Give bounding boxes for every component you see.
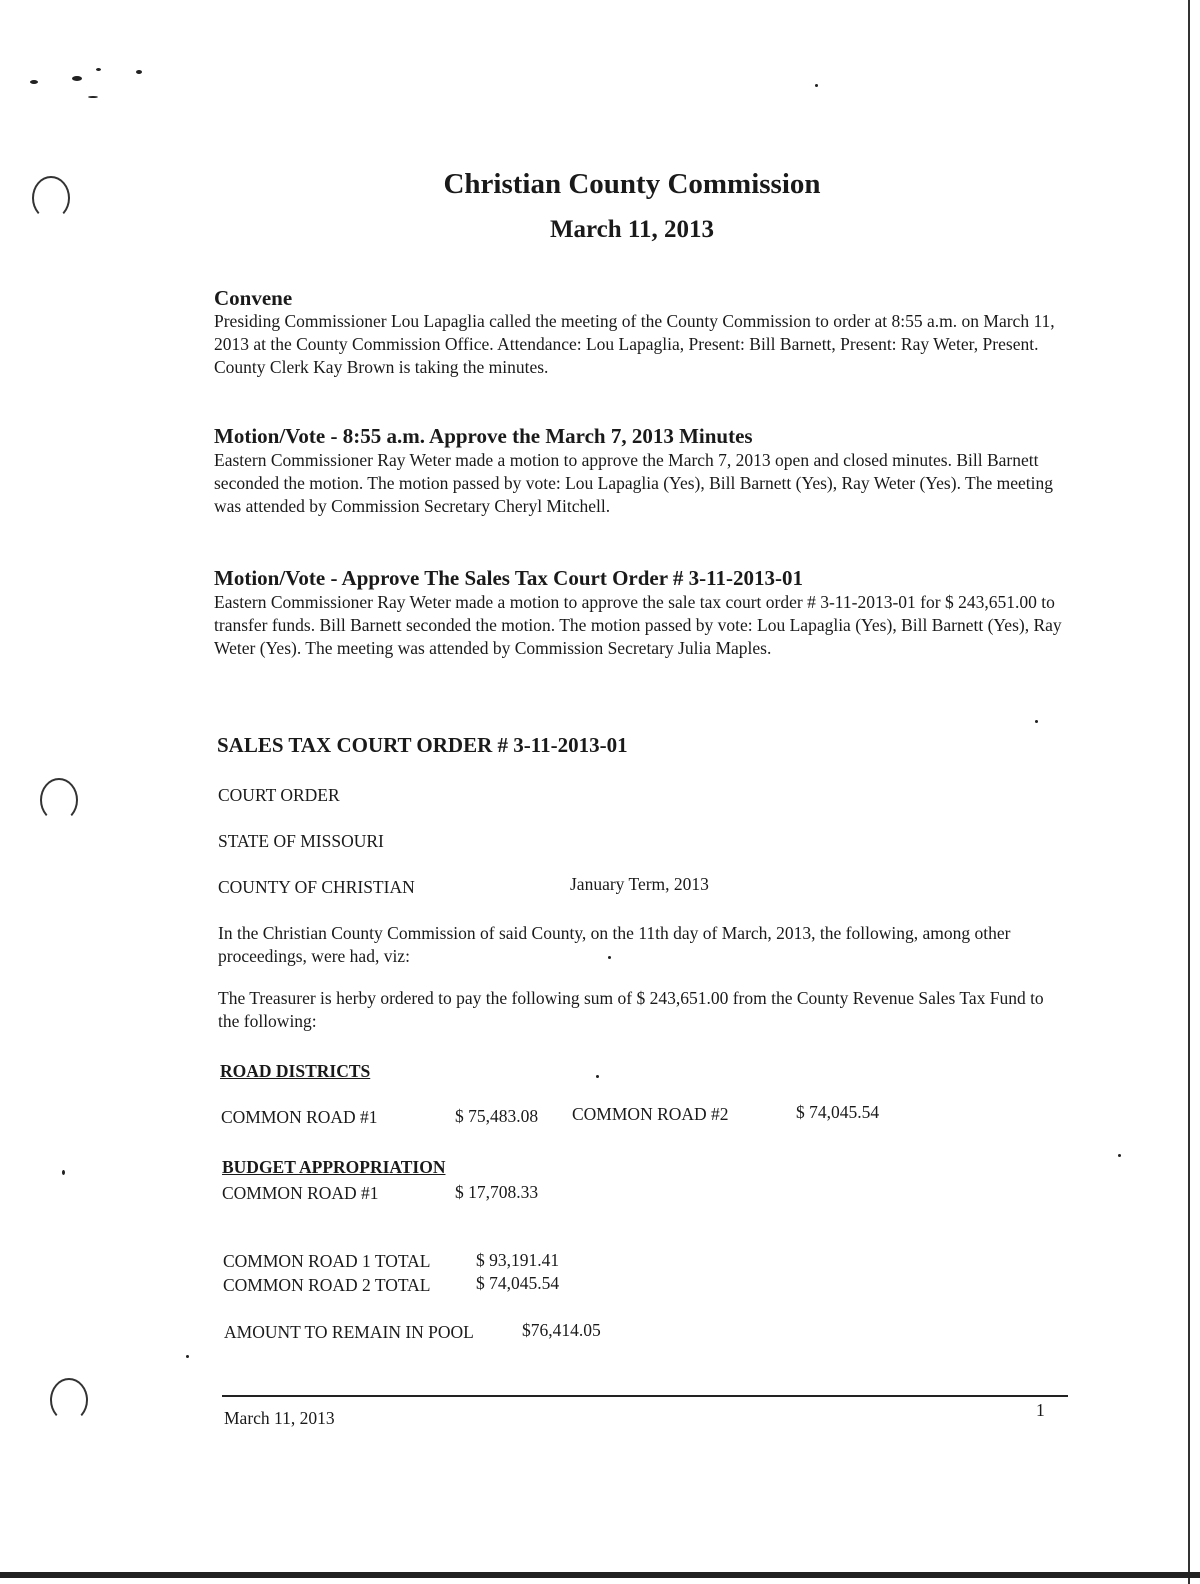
scan-speck: [30, 80, 38, 84]
scan-speck: [96, 68, 101, 71]
motion-sales-tax-text: Eastern Commissioner Ray Weter made a motion to approve the sale tax court order # 3-11-2013-01 for $ 243,651.00 to transfer funds. Bill Barnett seconded the motion. The motion passed by vote: Lou Lapaglia (Yes), Bill Barnett (Yes), Ray Weter (Yes). The meeting was attended by Commission Secretary Julia Maples.: [214, 592, 1062, 658]
court-order-text: The Treasurer is herby ordered to pay the following sum of $ 243,651.00 from the County Revenue Sales Tax Fund to the following:: [218, 988, 1044, 1031]
road1-total-label: COMMON ROAD 1 TOTAL: [223, 1251, 431, 1271]
scan-speck: [1118, 1154, 1121, 1157]
budget-road1-label: COMMON ROAD #1: [222, 1183, 379, 1203]
budget-road1-amount: $ 17,708.33: [455, 1182, 539, 1202]
page-number: 1: [1036, 1400, 1045, 1420]
scan-edge-bottom: [0, 1572, 1200, 1578]
footer-date: March 11, 2013: [224, 1408, 335, 1428]
county-line: COUNTY OF CHRISTIAN: [218, 877, 415, 897]
road1-total-amount: $ 93,191.41: [476, 1250, 560, 1270]
pool-amount: $76,414.05: [522, 1320, 601, 1340]
term-line: January Term, 2013: [570, 874, 709, 894]
scan-speck: [72, 76, 82, 81]
scan-speck: [136, 70, 142, 74]
road2-total-label: COMMON ROAD 2 TOTAL: [223, 1275, 431, 1295]
scan-speck: [186, 1355, 189, 1358]
document-date: March 11, 2013: [549, 216, 715, 243]
state-line: STATE OF MISSOURI: [218, 831, 384, 851]
pool-label: AMOUNT TO REMAIN IN POOL: [224, 1322, 474, 1342]
motion-minutes-text: Eastern Commissioner Ray Weter made a motion to approve the March 7, 2013 open and closed minutes. Bill Barnett seconded the motion. The motion passed by vote: Lou Lapaglia (Yes), Bill Barnett (Yes), Ray Weter (Yes). The meeting was attended by Commission Secretary Cheryl Mitchell.: [214, 450, 1053, 516]
scan-speck: [815, 84, 818, 87]
scan-speck: [88, 96, 98, 98]
scan-speck: [596, 1075, 599, 1078]
road-districts-heading: ROAD DISTRICTS: [220, 1061, 371, 1081]
punch-hole-bottom: [50, 1378, 88, 1422]
road2-amount: $ 74,045.54: [796, 1102, 880, 1122]
scan-speck: [1035, 720, 1038, 723]
scan-speck: [62, 1170, 65, 1175]
document-title: Christian County Commission: [443, 168, 821, 200]
road1-amount: $ 75,483.08: [455, 1106, 539, 1126]
punch-hole-middle: [40, 778, 78, 822]
convene-text: Presiding Commissioner Lou Lapaglia called the meeting of the County Commission to order at 8:55 a.m. on March 11, 2013 at the County Commission Office. Attendance: Lou Lapaglia, Present: Bill Barnett, Present: Ray Weter, Present. County Clerk Kay Brown is taking the minutes.: [214, 311, 1055, 377]
road1-label: COMMON ROAD #1: [221, 1107, 378, 1127]
motion-minutes-heading: Motion/Vote - 8:55 a.m. Approve the March 7, 2013 Minutes: [214, 424, 753, 448]
road2-total-amount: $ 74,045.54: [476, 1273, 560, 1293]
court-order-title: SALES TAX COURT ORDER # 3-11-2013-01: [217, 733, 628, 757]
road2-label: COMMON ROAD #2: [572, 1104, 729, 1124]
footer-rule: [222, 1395, 1068, 1397]
budget-appropriation-heading: BUDGET APPROPRIATION: [222, 1157, 446, 1177]
court-order-intro: In the Christian County Commission of said County, on the 11th day of March, 2013, the following, among other proceedings, were had, viz:: [218, 923, 1011, 966]
court-order-label: COURT ORDER: [218, 785, 340, 805]
motion-sales-tax-heading: Motion/Vote - Approve The Sales Tax Court Order # 3-11-2013-01: [214, 566, 803, 590]
convene-heading: Convene: [214, 286, 293, 310]
